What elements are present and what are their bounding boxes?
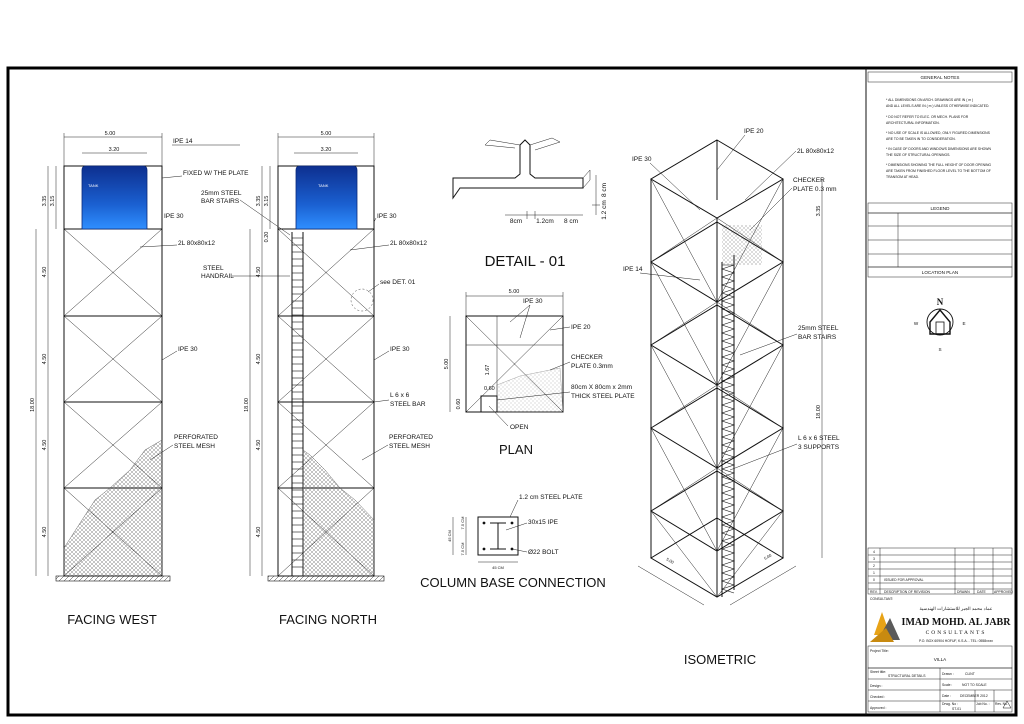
note-line: ARE TO BE TAKEN IN TO CONSIDERATION. bbox=[886, 137, 956, 141]
note-line: TRANSOM AT HEAD. bbox=[886, 175, 920, 179]
isometric-view bbox=[623, 128, 840, 667]
label-handrail-2: HANDRAIL bbox=[201, 273, 234, 280]
dim-small: 0.20 bbox=[264, 231, 270, 243]
scale-value: NOT TO SCALE bbox=[962, 683, 987, 687]
legend-title: LEGEND bbox=[930, 206, 950, 211]
note-line: * DO NOT REFER TO ELEC. OR MECH. PLANS FOR bbox=[886, 115, 969, 119]
job-label: Job No. : bbox=[976, 702, 990, 706]
project-title-label: Project Title: bbox=[870, 649, 889, 653]
dim-top: 5.00 bbox=[320, 131, 332, 137]
column-base-title: COLUMN BASE CONNECTION bbox=[420, 575, 606, 590]
drwg-label: Drwg. No : bbox=[942, 702, 959, 706]
iso-ipe14: IPE 14 bbox=[623, 266, 643, 273]
plan-open: OPEN bbox=[510, 424, 529, 431]
dim-tank-h1: 3.35 bbox=[256, 195, 262, 207]
plan-dim-a: 1.67 bbox=[485, 364, 491, 376]
iso-dim-base-r: 5.00 bbox=[763, 552, 773, 561]
tank-label: TANK bbox=[318, 183, 329, 188]
detail-title: DETAIL - 01 bbox=[484, 253, 566, 270]
dim-level-3: 4.50 bbox=[42, 439, 48, 451]
label-stairs-2: BAR STAIRS bbox=[201, 198, 240, 205]
iso-dim-base-l: 5.00 bbox=[665, 556, 675, 565]
company-arabic: عماد محمد الجبر للاستشارات الهندسية bbox=[919, 606, 993, 611]
company-name: IMAD MOHD. AL JABR bbox=[901, 617, 1011, 628]
label-ipe30-a: IPE 30 bbox=[377, 213, 397, 220]
view-title-west: FACING WEST bbox=[67, 612, 157, 627]
isometric-title: ISOMETRIC bbox=[683, 652, 757, 667]
iso-checker-1: CHECKER bbox=[793, 177, 825, 184]
date-value: DECEMBER 2012 bbox=[960, 694, 988, 698]
dim-total: 18.00 bbox=[30, 398, 36, 412]
company-sub: CONSULTANTS bbox=[925, 630, 987, 636]
cb-ipe: 30x15 IPE bbox=[528, 519, 558, 526]
drawn-value: CLINT bbox=[965, 672, 975, 676]
checked-label: Checked : bbox=[870, 695, 886, 699]
dim-level-3: 4.50 bbox=[256, 439, 262, 451]
iso-dim-total: 18.00 bbox=[816, 405, 822, 419]
label-mesh-1: PERFORATED bbox=[174, 434, 218, 441]
plan-dim-left: 5.00 bbox=[444, 358, 450, 370]
sheet-title: STRUCTURAL DETAILS bbox=[888, 674, 926, 678]
rev-header: APPROVED bbox=[994, 590, 1013, 594]
dim-tank: 3.20 bbox=[320, 147, 332, 153]
tank-label: TANK bbox=[88, 183, 99, 188]
dim-v2: 8 cm bbox=[601, 182, 608, 198]
column-base-connection bbox=[420, 494, 606, 590]
note-line: * IN CASE OF DOORS AND WINDOWS DIMENSIONS ARE SHOWN bbox=[886, 147, 991, 151]
dim-c: 8 cm bbox=[563, 218, 579, 225]
label-stairs-1: 25mm STEEL bbox=[201, 190, 242, 197]
iso-supports-1: L 6 x 6 STEEL bbox=[798, 435, 840, 442]
cb-bolt: Ø22 BOLT bbox=[528, 549, 559, 556]
stair-ladder bbox=[292, 232, 303, 576]
dim-tank-h1: 3.35 bbox=[42, 195, 48, 207]
dim-level-2: 4.50 bbox=[42, 353, 48, 365]
compass-icon bbox=[914, 297, 966, 352]
label-mesh-2: STEEL MESH bbox=[389, 443, 430, 450]
note-line: THE SIZE OF STRUCTURAL OPENINGS. bbox=[886, 153, 951, 157]
label-ipe30-b: IPE 30 bbox=[178, 346, 198, 353]
dim-level-4: 4.50 bbox=[42, 526, 48, 538]
rev-row: 1 bbox=[873, 571, 875, 575]
label-ipe14: IPE 14 bbox=[173, 138, 193, 145]
dim-top: 5.00 bbox=[104, 131, 116, 137]
dim-level-1: 4.50 bbox=[256, 266, 262, 278]
label-see-det: see DET. 01 bbox=[380, 279, 416, 286]
compass-s: S bbox=[938, 347, 942, 352]
rev-header: REV. bbox=[870, 590, 878, 594]
dim-a: 8cm bbox=[509, 218, 523, 225]
cb-dim-h: 45 CM bbox=[447, 530, 452, 542]
label-ipe30-a: IPE 30 bbox=[164, 213, 184, 220]
general-notes-title: GENERAL NOTES bbox=[920, 75, 960, 80]
note-line: ARE TAKEN FROM FINISHED FLOOR LEVEL TO THE BOTTOM OF bbox=[886, 169, 991, 173]
general-notes-list bbox=[886, 98, 991, 179]
note-line: * NO USE OF SCALE IS ALLOWED, ONLY FIGURED DIMENSIONS bbox=[886, 131, 990, 135]
detail-01 bbox=[453, 138, 608, 270]
dim-level-4: 4.50 bbox=[256, 526, 262, 538]
rev-row: 4 bbox=[873, 550, 875, 554]
rev-row0-desc: ISSUED FOR APPROVAL bbox=[884, 578, 924, 582]
cb-dim-w: 45 CM bbox=[492, 565, 504, 570]
plan-dim-b: 0.60 bbox=[456, 398, 462, 410]
cb-dim-s2: 7.5 CM bbox=[460, 542, 465, 556]
rev-header: DRAWN bbox=[957, 590, 970, 594]
compass-n: N bbox=[936, 297, 944, 307]
company-logo bbox=[870, 612, 900, 642]
rev-row: 3 bbox=[873, 557, 875, 561]
dim-tank-h2: 3.15 bbox=[264, 195, 270, 207]
plan-title: PLAN bbox=[499, 442, 533, 457]
note-line: ARCHITECTURAL INFORMATION. bbox=[886, 121, 940, 125]
plan-dim-c: 0.60 bbox=[484, 386, 495, 392]
label-angle: 2L 80x80x12 bbox=[178, 240, 215, 247]
revisions-table bbox=[868, 548, 1013, 594]
label-angle: 2L 80x80x12 bbox=[390, 240, 427, 247]
project-title: VILLA bbox=[933, 657, 947, 662]
plan-ipe20: IPE 20 bbox=[571, 324, 591, 331]
rev-label: Rev. No. bbox=[995, 702, 1008, 706]
dim-v1: 1.2 cm bbox=[601, 200, 608, 220]
cb-dim-s1: 7.5 CM bbox=[460, 516, 465, 530]
iso-ipe20: IPE 20 bbox=[744, 128, 764, 135]
dim-b: 1.2cm bbox=[536, 218, 554, 225]
label-bar-2: STEEL BAR bbox=[390, 401, 426, 408]
drawn-label: Drawn : bbox=[942, 672, 954, 676]
dim-level-1: 4.50 bbox=[42, 266, 48, 278]
dim-tank: 3.20 bbox=[108, 147, 120, 153]
iso-angle: 2L 80x80x12 bbox=[797, 148, 834, 155]
plan-checker-2: PLATE 0.3mm bbox=[571, 363, 613, 370]
label-ipe30-b: IPE 30 bbox=[390, 346, 410, 353]
label-bar-1: L 6 x 6 bbox=[390, 392, 410, 399]
iso-ipe30: IPE 30 bbox=[632, 156, 652, 163]
cb-plate: 1.2 cm STEEL PLATE bbox=[519, 494, 583, 501]
iso-stairs-2: BAR STAIRS bbox=[798, 334, 837, 341]
plan-steel-plate-2: THICK STEEL PLATE bbox=[571, 393, 635, 400]
iso-supports-2: 3 SUPPORTS bbox=[798, 444, 840, 451]
title-block bbox=[866, 68, 1013, 715]
iso-dim-top: 3.35 bbox=[816, 205, 822, 217]
location-plan-title: LOCATION PLAN bbox=[921, 270, 959, 275]
dim-tank-h2: 3.15 bbox=[50, 195, 56, 207]
drwg-value: ST-01 bbox=[952, 707, 962, 711]
approved-label: Approved : bbox=[870, 706, 887, 710]
note-line: AND ALL LEVELS ARE IN ( m ) UNLESS OTHERWISE INDICATED. bbox=[886, 104, 990, 108]
label-mesh-2: STEEL MESH bbox=[174, 443, 215, 450]
scale-label: Scale : bbox=[942, 683, 953, 687]
company-address: P.O. BOX 60904 HOFUF, K.S.A. - TEL: 0558xxxx bbox=[919, 639, 993, 643]
rev-row: 0 bbox=[873, 578, 875, 582]
rev-header: DATE bbox=[977, 590, 986, 594]
design-label: Design : bbox=[870, 684, 883, 688]
plan-checker-1: CHECKER bbox=[571, 354, 603, 361]
elevation-facing-west bbox=[30, 131, 249, 627]
plan-ipe30: IPE 30 bbox=[523, 298, 543, 305]
note-line: * DIMENSIONS SHOWING THE FULL HEIGHT OF DOOR OPENING bbox=[886, 163, 992, 167]
elevation-facing-north bbox=[201, 131, 433, 627]
plan-dim-top: 5.00 bbox=[508, 289, 520, 295]
iso-stairs-1: 25mm STEEL bbox=[798, 325, 839, 332]
plan-steel-plate-1: 80cm X 80cm x 2mm bbox=[571, 384, 633, 391]
sheet-title-label: Sheet title: bbox=[870, 670, 887, 674]
label-mesh-1: PERFORATED bbox=[389, 434, 433, 441]
dim-total: 18.00 bbox=[244, 398, 250, 412]
plan-view bbox=[444, 289, 635, 457]
date-label: Date : bbox=[942, 694, 952, 698]
label-handrail-1: STEEL bbox=[203, 265, 224, 272]
rev-header: DESCRIPTION OF REVISION bbox=[884, 590, 930, 594]
rev-row: 2 bbox=[873, 564, 875, 568]
consultant-label: CONSULTANT: bbox=[870, 597, 894, 601]
note-line: * ALL DIMENSIONS ON ARCH. DRAWINGS ARE IN ( m ) bbox=[886, 98, 974, 102]
iso-checker-2: PLATE 0.3 mm bbox=[793, 186, 837, 193]
dim-level-2: 4.50 bbox=[256, 353, 262, 365]
compass-w: W bbox=[913, 321, 919, 326]
view-title-north: FACING NORTH bbox=[279, 612, 377, 627]
compass-e: E bbox=[962, 321, 966, 326]
label-fixed: FIXED W/ THE PLATE bbox=[183, 170, 249, 177]
